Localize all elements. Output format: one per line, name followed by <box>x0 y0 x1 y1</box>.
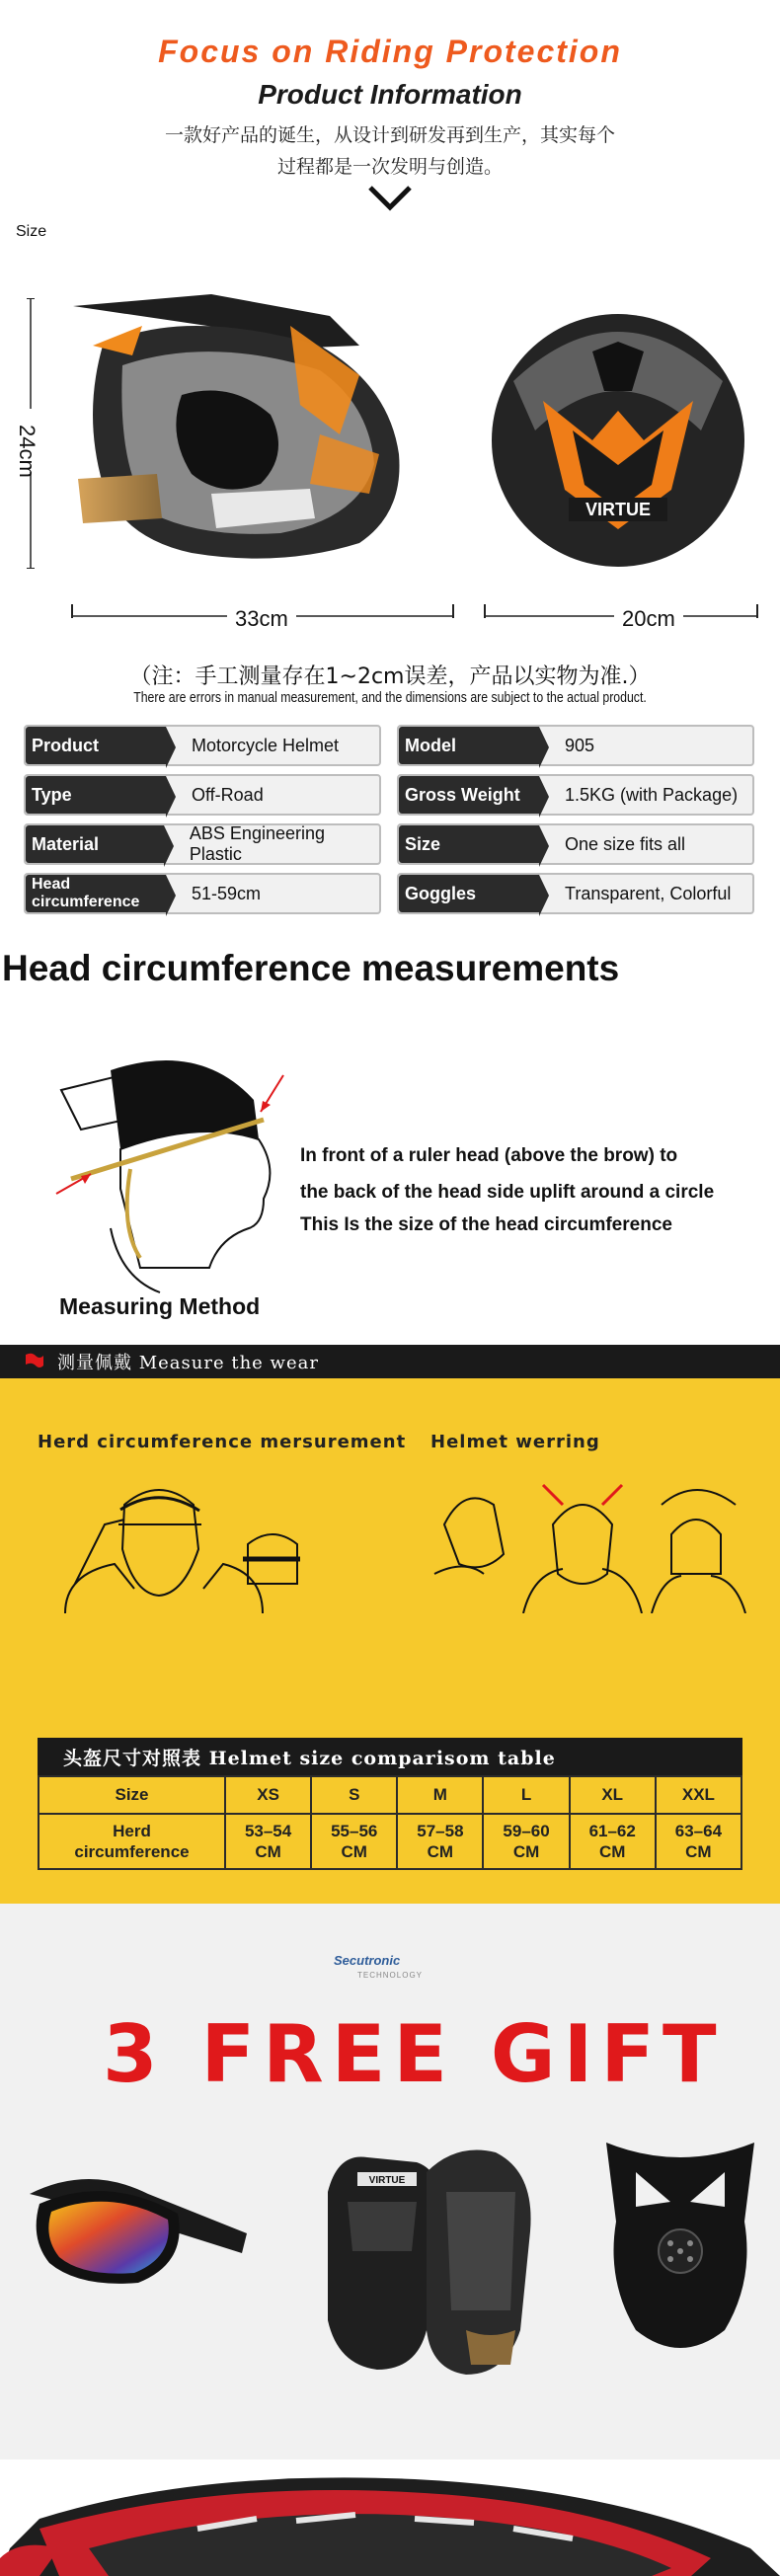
head-measurement-label: Herd circumference mersurement <box>38 1432 407 1452</box>
cell-unit: CM <box>685 1842 712 1861</box>
spec-key: Type <box>26 776 166 814</box>
head-circ-text-1: In front of a ruler head (above the brow) to <box>300 1145 678 1166</box>
spec-product <box>24 725 381 766</box>
svg-text:VIRTUE: VIRTUE <box>585 500 652 519</box>
spec-value: 905 <box>565 735 595 755</box>
cell-unit: CM <box>598 1842 626 1861</box>
table-cell <box>483 1814 569 1869</box>
spec-key: Model <box>399 727 539 764</box>
spec-value: Off-Road <box>192 784 264 805</box>
cell-range: 61–62 <box>588 1822 636 1840</box>
chevron-down-icon <box>367 184 413 211</box>
spec-material <box>24 823 381 865</box>
height-label: 24cm <box>15 425 39 478</box>
table-header-m: M <box>397 1776 483 1814</box>
spec-key: Gross Weight <box>399 776 539 814</box>
measure-wear-bar <box>0 1345 780 1378</box>
head-measure-illustration <box>51 1051 298 1297</box>
cell-range: 53–54 <box>244 1822 292 1840</box>
spec-model <box>397 725 754 766</box>
row-label-line-1: Herd <box>113 1822 151 1840</box>
face-mask-image <box>596 2133 764 2366</box>
helmet-detail-image <box>0 2459 780 2576</box>
page-title: Product Information <box>258 79 522 110</box>
gift-title: 3 FREE GIFT <box>103 2008 725 2100</box>
head-circ-text-2: the back of the head side uplift around a circle <box>300 1182 715 1203</box>
measurement-note-cn: （注：手工测量存在1~2cm误差，产品以实物为准.） <box>129 664 651 689</box>
cell-range: 63–64 <box>674 1822 723 1840</box>
spec-key: Head circumference <box>26 875 166 912</box>
cell-range: 55–56 <box>331 1822 378 1840</box>
table-row <box>39 1814 741 1869</box>
table-header-size: Size <box>39 1776 225 1814</box>
size-label: Size <box>16 223 47 240</box>
helmet-front-image <box>484 292 752 571</box>
spec-value: 1.5KG (with Package) <box>565 784 739 805</box>
measure-wear-title: 测量佩戴 Measure the wear <box>57 1353 319 1373</box>
table-header-s: S <box>311 1776 397 1814</box>
cell-unit: CM <box>427 1842 454 1861</box>
spec-key: Product <box>26 727 166 764</box>
measurement-note-en: There are errors in manual measurement, and the dimensions are subject to the actual product. <box>133 689 647 706</box>
brand-subtitle: TECHNOLOGY <box>357 1971 424 1980</box>
gloves-image <box>308 2133 549 2391</box>
head-measure-drawing <box>36 1465 322 1613</box>
goggles-image <box>30 2154 247 2293</box>
tagline: Focus on Riding Protection <box>158 34 622 69</box>
width-label: 20cm <box>614 606 683 632</box>
spec-value: ABS Engineering Plastic <box>189 823 325 864</box>
description-line-1: 一款好产品的诞生，从设计到研发再到生产，其实每个 <box>164 124 615 146</box>
spec-gross-weight <box>397 774 754 816</box>
length-label: 33cm <box>227 606 296 632</box>
table-cell <box>225 1814 311 1869</box>
size-comparison-table <box>38 1775 742 1870</box>
table-cell <box>397 1814 483 1869</box>
cell-range: 57–58 <box>417 1822 464 1840</box>
spec-key: Size <box>399 825 539 863</box>
cell-unit: CM <box>512 1842 540 1861</box>
table-cell <box>656 1814 741 1869</box>
spec-key: Material <box>26 825 164 863</box>
spec-key: Goggles <box>399 875 539 912</box>
table-row-label <box>39 1814 225 1869</box>
head-circ-text-3: This Is the size of the head circumference <box>300 1214 672 1235</box>
table-row <box>39 1776 741 1814</box>
spec-value: Motorcycle Helmet <box>192 735 340 755</box>
brand-logo: Secutronic <box>334 1953 401 1968</box>
cell-unit: CM <box>341 1842 367 1861</box>
helmet-wearing-label: Helmet werring <box>430 1432 600 1452</box>
head-circumference-title: Head circumference measurements <box>2 948 620 988</box>
helmet-side-image <box>63 286 438 573</box>
svg-text:VIRTUE: VIRTUE <box>368 2175 406 2186</box>
measuring-method-label: Measuring Method <box>59 1293 261 1319</box>
spec-goggles <box>397 873 754 914</box>
table-header-xl: XL <box>570 1776 656 1814</box>
spec-size <box>397 823 754 865</box>
cell-unit: CM <box>255 1842 281 1861</box>
row-label-line-2: circumference <box>74 1842 190 1861</box>
spec-value: 51-59cm <box>192 883 262 903</box>
table-header-xxl: XXL <box>656 1776 741 1814</box>
description-line-2: 过程都是一次发明与创造。 <box>276 156 503 178</box>
spec-head-circumference <box>24 873 381 914</box>
spec-value: Transparent, Colorful <box>565 883 732 903</box>
flag-icon <box>24 1353 45 1370</box>
table-cell <box>311 1814 397 1869</box>
table-header-xs: XS <box>225 1776 311 1814</box>
size-table-title: 头盔尺寸对照表 Helmet size comparisom table <box>38 1738 742 1775</box>
spec-type <box>24 774 381 816</box>
spec-value: One size fits all <box>565 833 686 854</box>
table-header-l: L <box>483 1776 569 1814</box>
table-cell <box>570 1814 656 1869</box>
cell-range: 59–60 <box>503 1822 550 1840</box>
helmet-wearing-drawing <box>425 1465 750 1613</box>
